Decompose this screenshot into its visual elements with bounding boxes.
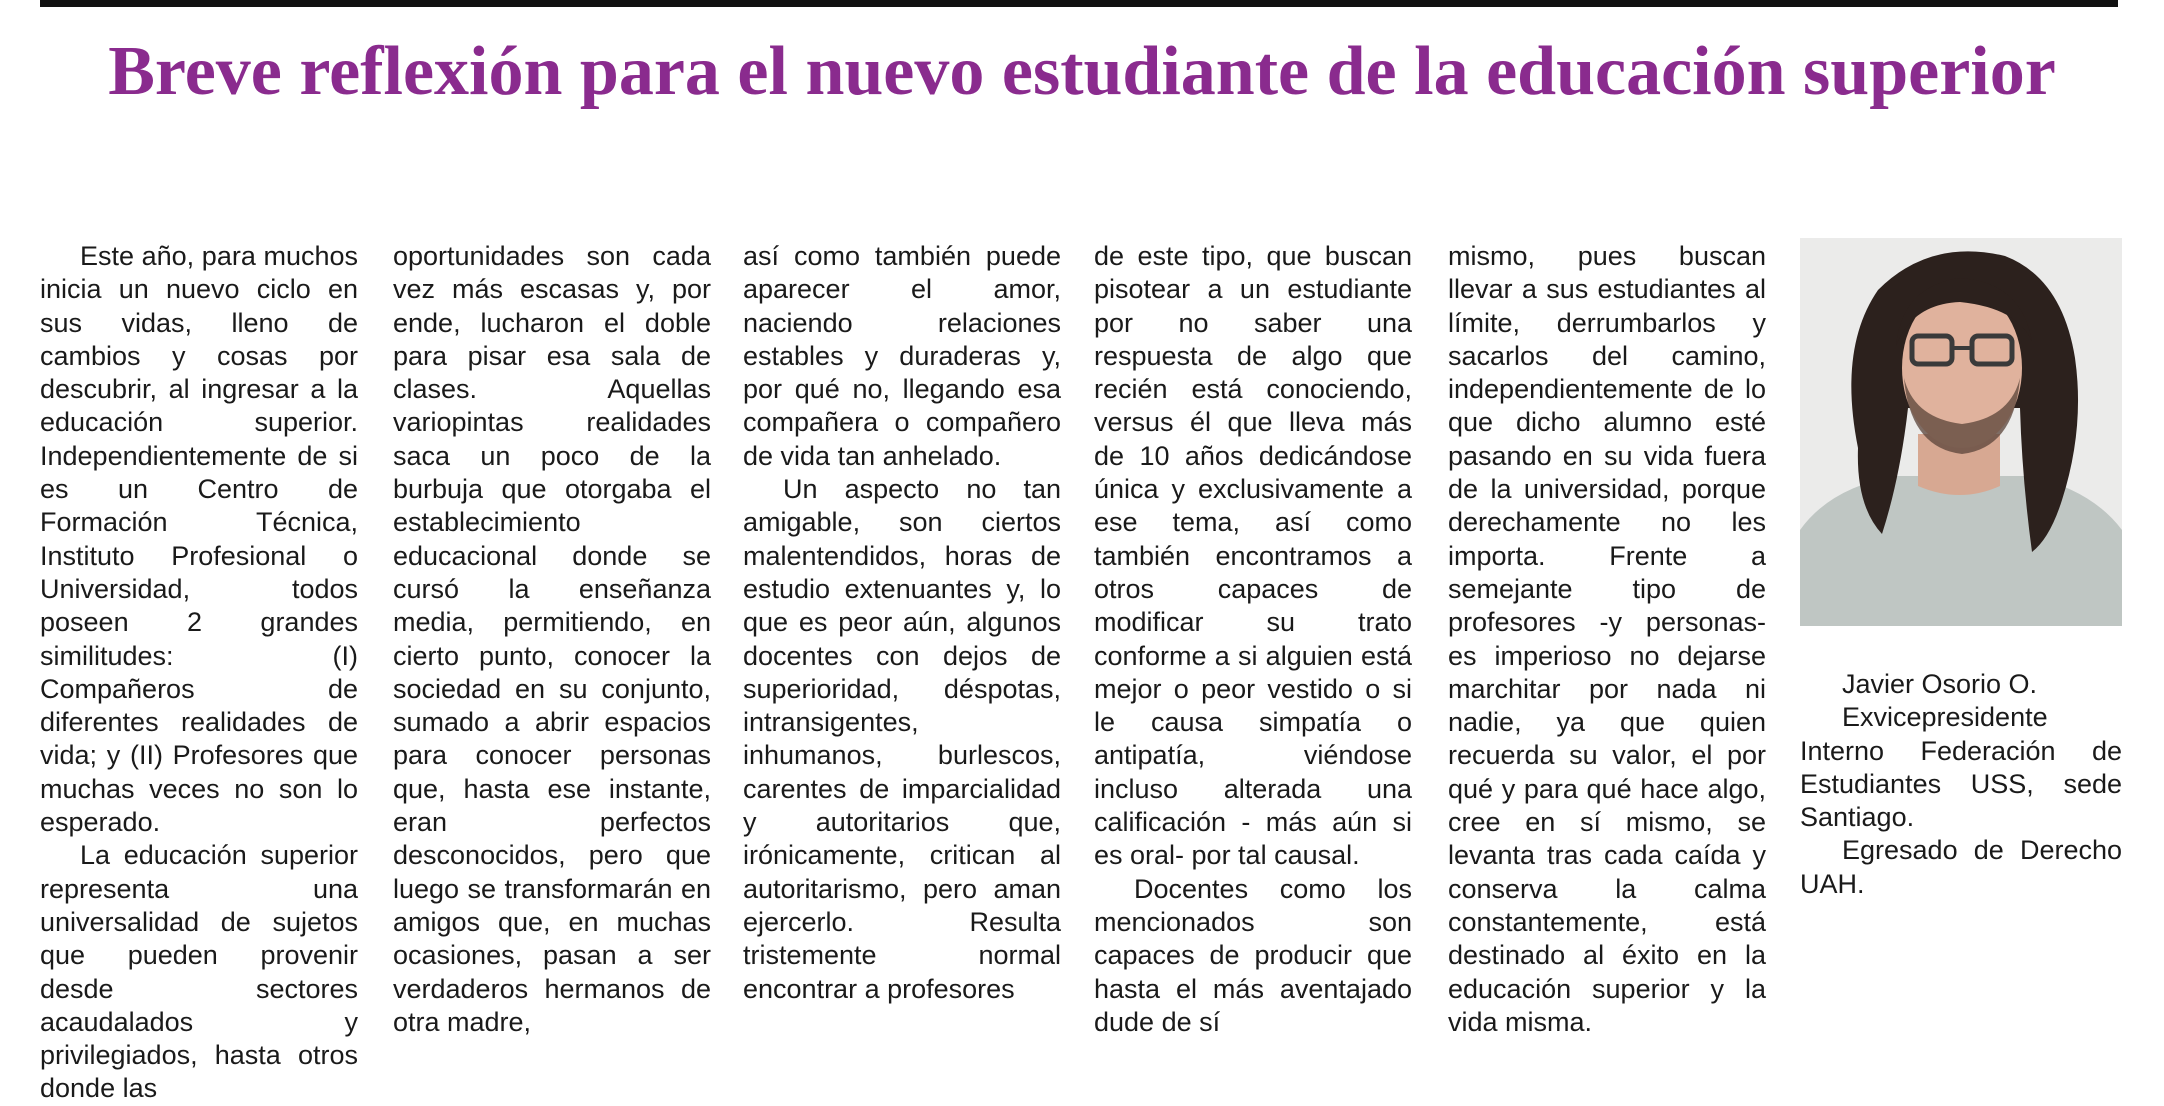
article-column-4 — [1094, 240, 1412, 1037]
article-column-3 — [743, 240, 1061, 1004]
author-name: Javier Osorio O. — [1842, 669, 2038, 699]
author-degree: Egresado de Derecho UAH. — [1800, 835, 2122, 899]
paragraph: Este año, para muchos inicia un nuevo ciclo en sus vidas, lleno de cambios y cosas por descubrir, al ingresar a la educación superior. Independientemente de si es un Centro de Formación Técnica, Instituto Profesional o Universidad, todos poseen 2 grandes similitudes: (I) Compañeros de diferentes realidades de vida; y (II) Profesores que muchas veces no son lo esperado. — [40, 241, 358, 838]
paragraph: de este tipo, que buscan pisotear a un estudiante por no saber una respuesta de algo que recién está conociendo, versus él que lleva más de 10 años dedicándose única y exclusivamente a ese tema, así como también encontramos a otros capaces de modificar su trato conforme a si alguien está mejor o peor vestido o si le causa simpatía o antipatía, viéndose incluso alterada una calificación - más aún si es oral- por tal causal. — [1094, 241, 1412, 871]
paragraph: mismo, pues buscan llevar a sus estudiantes al límite, derrumbarlos y sacarlos del camino, independientemente de lo que dicho alumno esté pasando en su vida fuera de la universidad, porque derechamente no les importa. Frente a semejante tipo de profesores -y personas- es imperioso no dejarse marchitar por nada ni nadie, ya que quien recuerda su valor, el por qué y para qué hace algo, cree en sí mismo, se levanta tras cada caída y conserva la calma constantemente, está destinado al éxito en la educación superior y la vida misma. — [1448, 241, 1766, 1037]
author-photo — [1800, 238, 2122, 626]
paragraph: Un aspecto no tan amigable, son ciertos malentendidos, horas de estudio extenuantes y, lo que es peor aún, algunos docentes con dejos de superioridad, déspotas, intransigentes, inhumanos, burlescos, carentes de imparcialidad y autoritarios que, irónicamente, critican al autoritarismo, pero aman ejercerlo. Resulta tristemente normal encontrar a profesores — [743, 474, 1061, 1004]
paragraph: Docentes como los mencionados son capaces de producir que hasta el más aventajado dude de sí — [1094, 873, 1412, 1037]
top-rule — [40, 0, 2118, 7]
article-column-1 — [40, 240, 358, 1104]
paragraph: oportunidades son cada vez más escasas y, por ende, lucharon el doble para pisar esa sala de clases. Aquellas variopintas realidades saca un poco de la burbuja que otorgaba el establecimiento educacional donde se cursó la enseñanza media, permitiendo, en cierto punto, conocer la sociedad en su conjunto, sumado a abrir espacios para conocer personas que, hasta ese instante, eran perfectos desconocidos, pero que luego se transformarán en amigos que, en muchas ocasiones, pasan a ser verdaderos hermanos de otra madre, — [393, 241, 711, 1037]
author-role: Exvicepresidente Interno Federación de Estudiantes USS, sede Santiago. — [1800, 702, 2122, 833]
paragraph: así como también puede aparecer el amor, naciendo relaciones estables y duraderas y, por qué no, llegando esa compañera o compañero de vida tan anhelado. — [743, 241, 1061, 471]
article-column-2 — [393, 240, 711, 1037]
author-caption — [1800, 668, 2122, 901]
paragraph: La educación superior representa una universalidad de sujetos que pueden provenir desde sectores acaudalados y privilegiados, hasta otros donde las — [40, 840, 358, 1104]
article-column-5 — [1448, 240, 1766, 1037]
article-title: Breve reflexión para el nuevo estudiante de la educación superior — [108, 33, 2056, 110]
